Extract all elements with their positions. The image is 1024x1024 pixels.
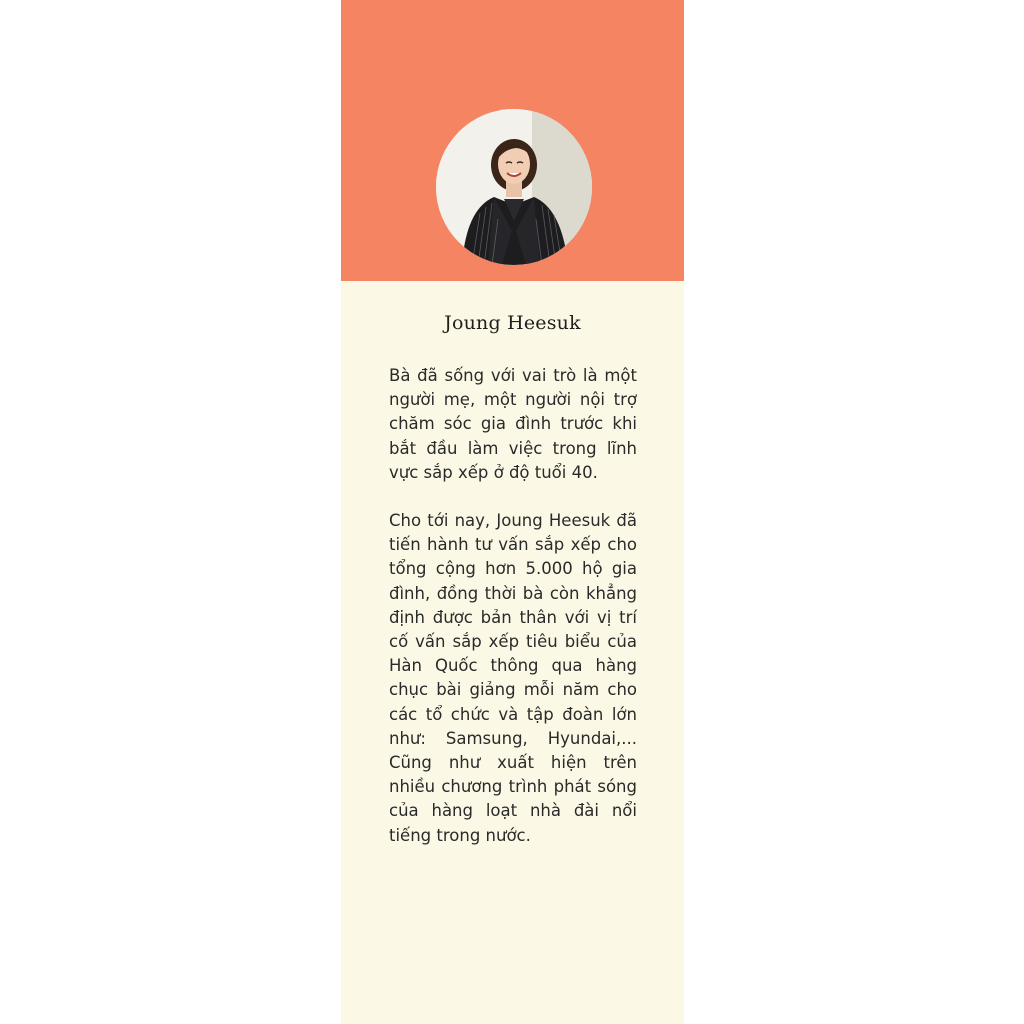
author-portrait-icon [436,109,592,265]
bio-paragraph-1: Bà đã sống với vai trò là một người mẹ, một người nội trợ chăm sóc gia đình trước khi bắt đầu làm việc trong lĩnh vực sắp xếp ở độ tuổi 40. [389,366,637,482]
author-name: Joung Heesuk [444,312,581,334]
author-bookmark-card [341,0,684,1024]
author-photo [436,109,592,265]
bio-paragraph-2: Cho tới nay, Joung Heesuk đã tiến hành tư vấn sắp xếp cho tổng cộng hơn 5.000 hộ gia đình, đồng thời bà còn khẳng định được bản thân với vị trí cố vấn sắp xếp tiêu biểu của Hàn Quốc thông qua hàng chục bài giảng mỗi năm cho các tổ chức và tập đoàn lớn như: Samsung, Hyundai,... Cũng như xuất hiện trên nhiều chương trình phát sóng của hàng loạt nhà đài nổi tiếng trong nước. [389,511,637,845]
